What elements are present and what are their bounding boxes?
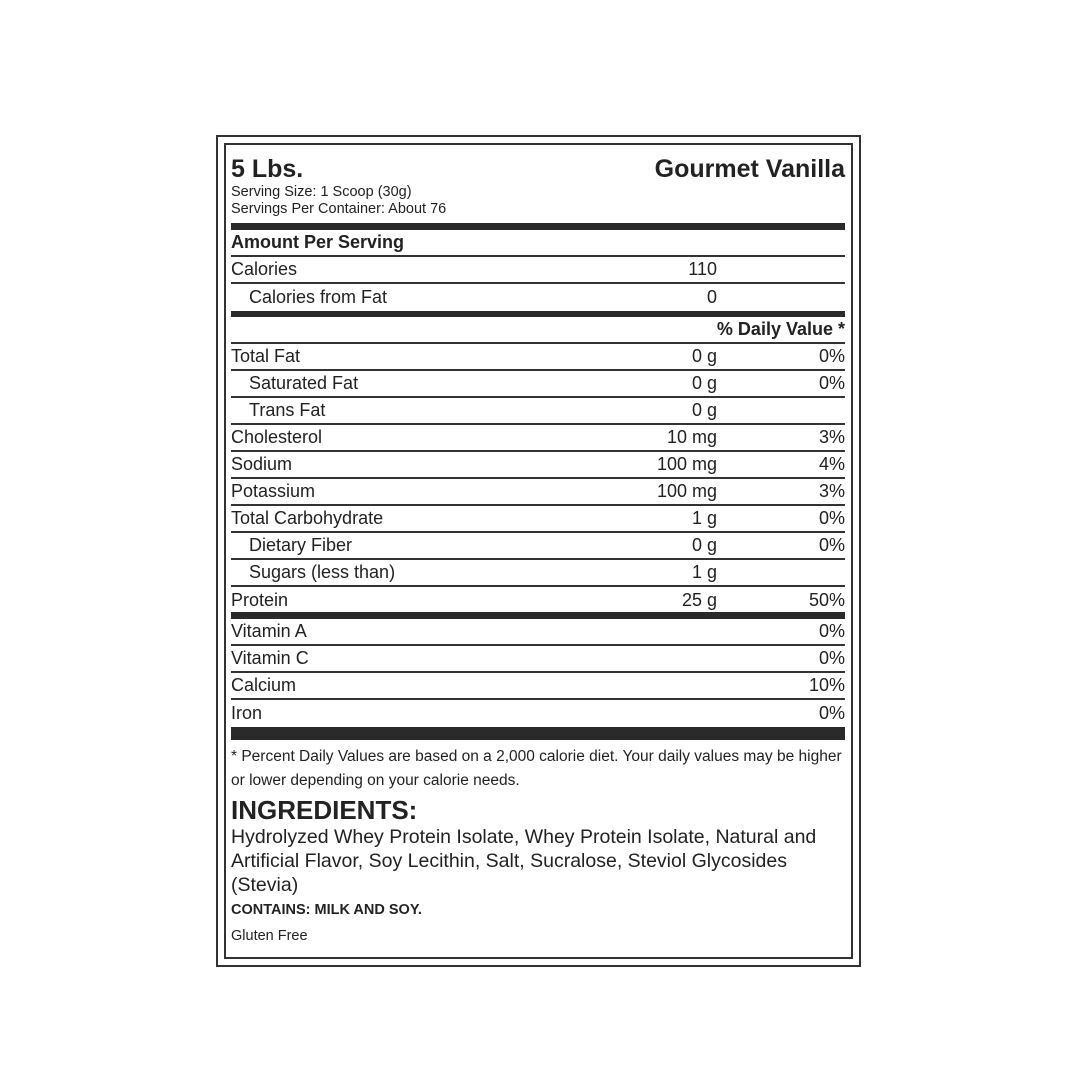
nutrient-daily-value: 0% xyxy=(818,346,845,366)
vitamin-row xyxy=(231,619,845,646)
calories-label: Calories xyxy=(231,259,298,279)
nutrient-label: Saturated Fat xyxy=(249,373,359,393)
vitamin-daily-value: 0% xyxy=(818,621,845,641)
nutrient-list xyxy=(231,344,845,614)
nutrient-daily-value: 3% xyxy=(818,481,845,501)
vitamin-row xyxy=(231,646,845,673)
vitamin-list xyxy=(231,619,845,727)
daily-value-header-label: % Daily Value * xyxy=(716,319,845,339)
ingredients-text: Hydrolyzed Whey Protein Isolate, Whey Protein Isolate, Natural and Artificial Flavor, Soy Lecithin, Salt, Sucralose, Steviol Glycosides (Stevia) xyxy=(231,826,817,896)
ingredients-heading: INGREDIENTS: xyxy=(231,795,418,825)
nutrient-row xyxy=(231,533,845,560)
nutrient-label: Protein xyxy=(231,590,289,610)
nutrient-row xyxy=(231,344,845,371)
label-header xyxy=(231,150,845,184)
vitamin-row xyxy=(231,673,845,700)
nutrient-daily-value: 0% xyxy=(818,373,845,393)
nutrition-facts-panel xyxy=(231,150,845,949)
nutrient-amount: 1 g xyxy=(691,562,717,582)
thick-divider xyxy=(231,223,845,230)
nutrient-label: Dietary Fiber xyxy=(249,535,353,555)
allergen-statement: CONTAINS: MILK AND SOY. xyxy=(231,902,422,918)
vitamin-label: Calcium xyxy=(231,675,297,695)
vitamin-row xyxy=(231,700,845,727)
nutrient-label: Sodium xyxy=(231,454,293,474)
amount-per-serving-label: Amount Per Serving xyxy=(231,232,405,252)
nutrient-label: Total Carbohydrate xyxy=(231,508,384,528)
thick-divider xyxy=(231,727,845,740)
nutrient-daily-value: 3% xyxy=(818,427,845,447)
vitamin-label: Vitamin C xyxy=(231,648,309,668)
amount-per-serving xyxy=(231,230,845,257)
package-size: 5 Lbs. xyxy=(231,155,304,183)
nutrient-label: Sugars (less than) xyxy=(249,562,396,582)
vitamin-daily-value: 0% xyxy=(818,703,845,723)
nutrient-amount: 0 g xyxy=(691,400,717,420)
serving-size: Serving Size: 1 Scoop (30g) xyxy=(231,184,412,200)
flavor-name: Gourmet Vanilla xyxy=(654,155,845,183)
vitamin-daily-value: 10% xyxy=(808,675,845,695)
calories-from-fat-label: Calories from Fat xyxy=(249,287,388,307)
calories-from-fat-value: 0 xyxy=(706,287,717,307)
nutrient-row xyxy=(231,452,845,479)
vitamin-daily-value: 0% xyxy=(818,648,845,668)
nutrient-amount: 100 mg xyxy=(656,454,717,474)
nutrient-daily-value: 0% xyxy=(818,535,845,555)
nutrient-label: Total Fat xyxy=(231,346,301,366)
nutrient-amount: 0 g xyxy=(691,346,717,366)
nutrient-row xyxy=(231,587,845,614)
nutrient-row xyxy=(231,560,845,587)
daily-value-header xyxy=(231,317,845,344)
vitamin-label: Vitamin A xyxy=(231,621,307,641)
nutrient-label: Potassium xyxy=(231,481,316,501)
nutrient-amount: 25 g xyxy=(681,590,717,610)
nutrient-row xyxy=(231,479,845,506)
thick-divider xyxy=(231,612,845,619)
nutrient-amount: 1 g xyxy=(691,508,717,528)
gluten-free-statement: Gluten Free xyxy=(231,928,308,944)
calories-from-fat-row xyxy=(231,284,845,311)
nutrient-daily-value: 50% xyxy=(808,590,845,610)
vitamin-label: Iron xyxy=(231,703,263,723)
calories-row xyxy=(231,257,845,284)
footnote: * Percent Daily Values are based on a 2,000 calorie diet. Your daily values may be higher or lower depending on your calorie needs. xyxy=(231,748,842,789)
nutrient-amount: 0 g xyxy=(691,373,717,393)
servings-per-container: Servings Per Container: About 76 xyxy=(231,201,447,217)
nutrient-row xyxy=(231,398,845,425)
nutrient-amount: 100 mg xyxy=(656,481,717,501)
nutrient-daily-value: 0% xyxy=(818,508,845,528)
calories-value: 110 xyxy=(688,259,717,279)
nutrient-daily-value: 4% xyxy=(818,454,845,474)
nutrient-row xyxy=(231,506,845,533)
nutrient-row xyxy=(231,371,845,398)
nutrient-amount: 10 mg xyxy=(666,427,717,447)
nutrient-amount: 0 g xyxy=(691,535,717,555)
nutrient-row xyxy=(231,425,845,452)
nutrient-label: Trans Fat xyxy=(249,400,326,420)
nutrient-label: Cholesterol xyxy=(231,427,323,447)
